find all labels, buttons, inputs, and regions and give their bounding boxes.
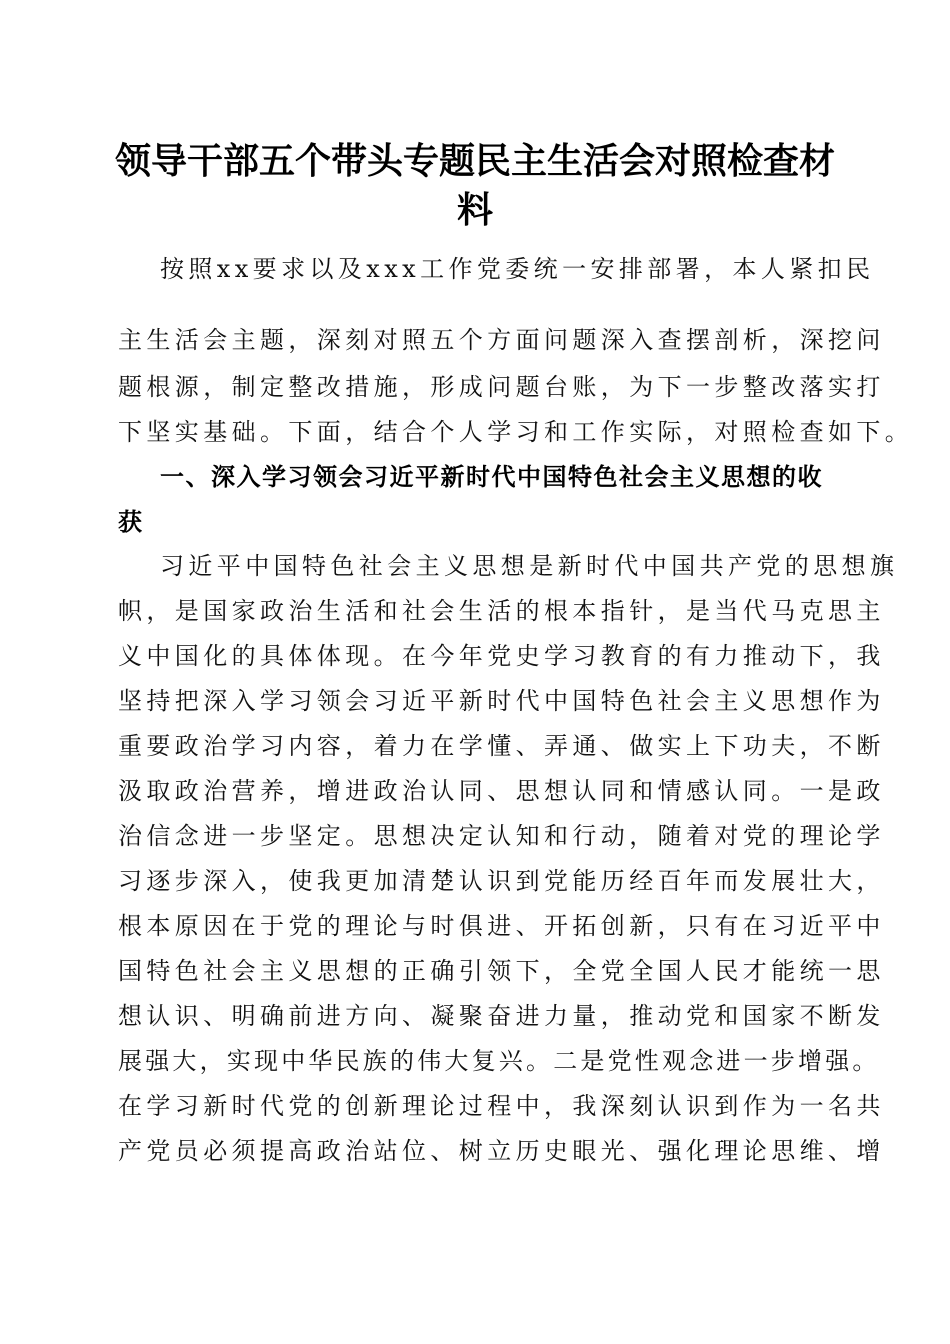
intro-paragraph-line-2: 主生活会主题，深刻对照五个方面问题深入查摆剖析，深挖问 [118,326,885,354]
body-paragraph-line-14: 产党员必须提高政治站位、树立历史眼光、强化理论思维、增 [118,1137,885,1165]
intro-paragraph-line-1: 按照xx要求以及xxx工作党委统一安排部署，本人紧扣民 [160,255,875,283]
body-paragraph-line-10: 国特色社会主义思想的正确引领下，全党全国人民才能统一思 [118,957,885,985]
body-paragraph-line-1: 习近平中国特色社会主义思想是新时代中国共产党的思想旗 [160,552,899,580]
body-paragraph-line-3: 义中国化的具体体现。在今年党史学习教育的有力推动下，我 [118,642,885,670]
intro-paragraph-line-4: 下坚实基础。下面，结合个人学习和工作实际，对照检查如下。 [118,418,914,446]
body-paragraph-line-12: 展强大，实现中华民族的伟大复兴。二是党性观念进一步增强。 [118,1047,880,1075]
section-heading-line-1: 一、深入学习领会习近平新时代中国特色社会主义思想的收 [160,463,823,491]
body-paragraph-line-4: 坚持把深入学习领会习近平新时代中国特色社会主义思想作为 [118,687,885,715]
body-paragraph-line-2: 帜，是国家政治生活和社会生活的根本指针，是当代马克思主 [118,597,885,625]
body-paragraph-line-5: 重要政治学习内容，着力在学懂、弄通、做实上下功夫，不断 [118,732,885,760]
body-paragraph-line-13: 在学习新时代党的创新理论过程中，我深刻认识到作为一名共 [118,1092,885,1120]
body-paragraph-line-7: 治信念进一步坚定。思想决定认知和行动，随着对党的理论学 [118,822,885,850]
document-title-line-2: 料 [456,189,493,231]
body-paragraph-line-6: 汲取政治营养，增进政治认同、思想认同和情感认同。一是政 [118,777,885,805]
document-title-line-1: 领导干部五个带头专题民主生活会对照检查材 [114,140,835,182]
body-paragraph-line-9: 根本原因在于党的理论与时俱进、开拓创新，只有在习近平中 [118,912,885,940]
section-heading-line-2: 获 [118,508,144,536]
body-paragraph-line-11: 想认识、明确前进方向、凝聚奋进力量，推动党和国家不断发 [118,1002,885,1030]
body-paragraph-line-8: 习逐步深入，使我更加清楚认识到党能历经百年而发展壮大， [118,867,885,895]
intro-paragraph-line-3: 题根源，制定整改措施，形成问题台账，为下一步整改落实打 [118,373,885,401]
